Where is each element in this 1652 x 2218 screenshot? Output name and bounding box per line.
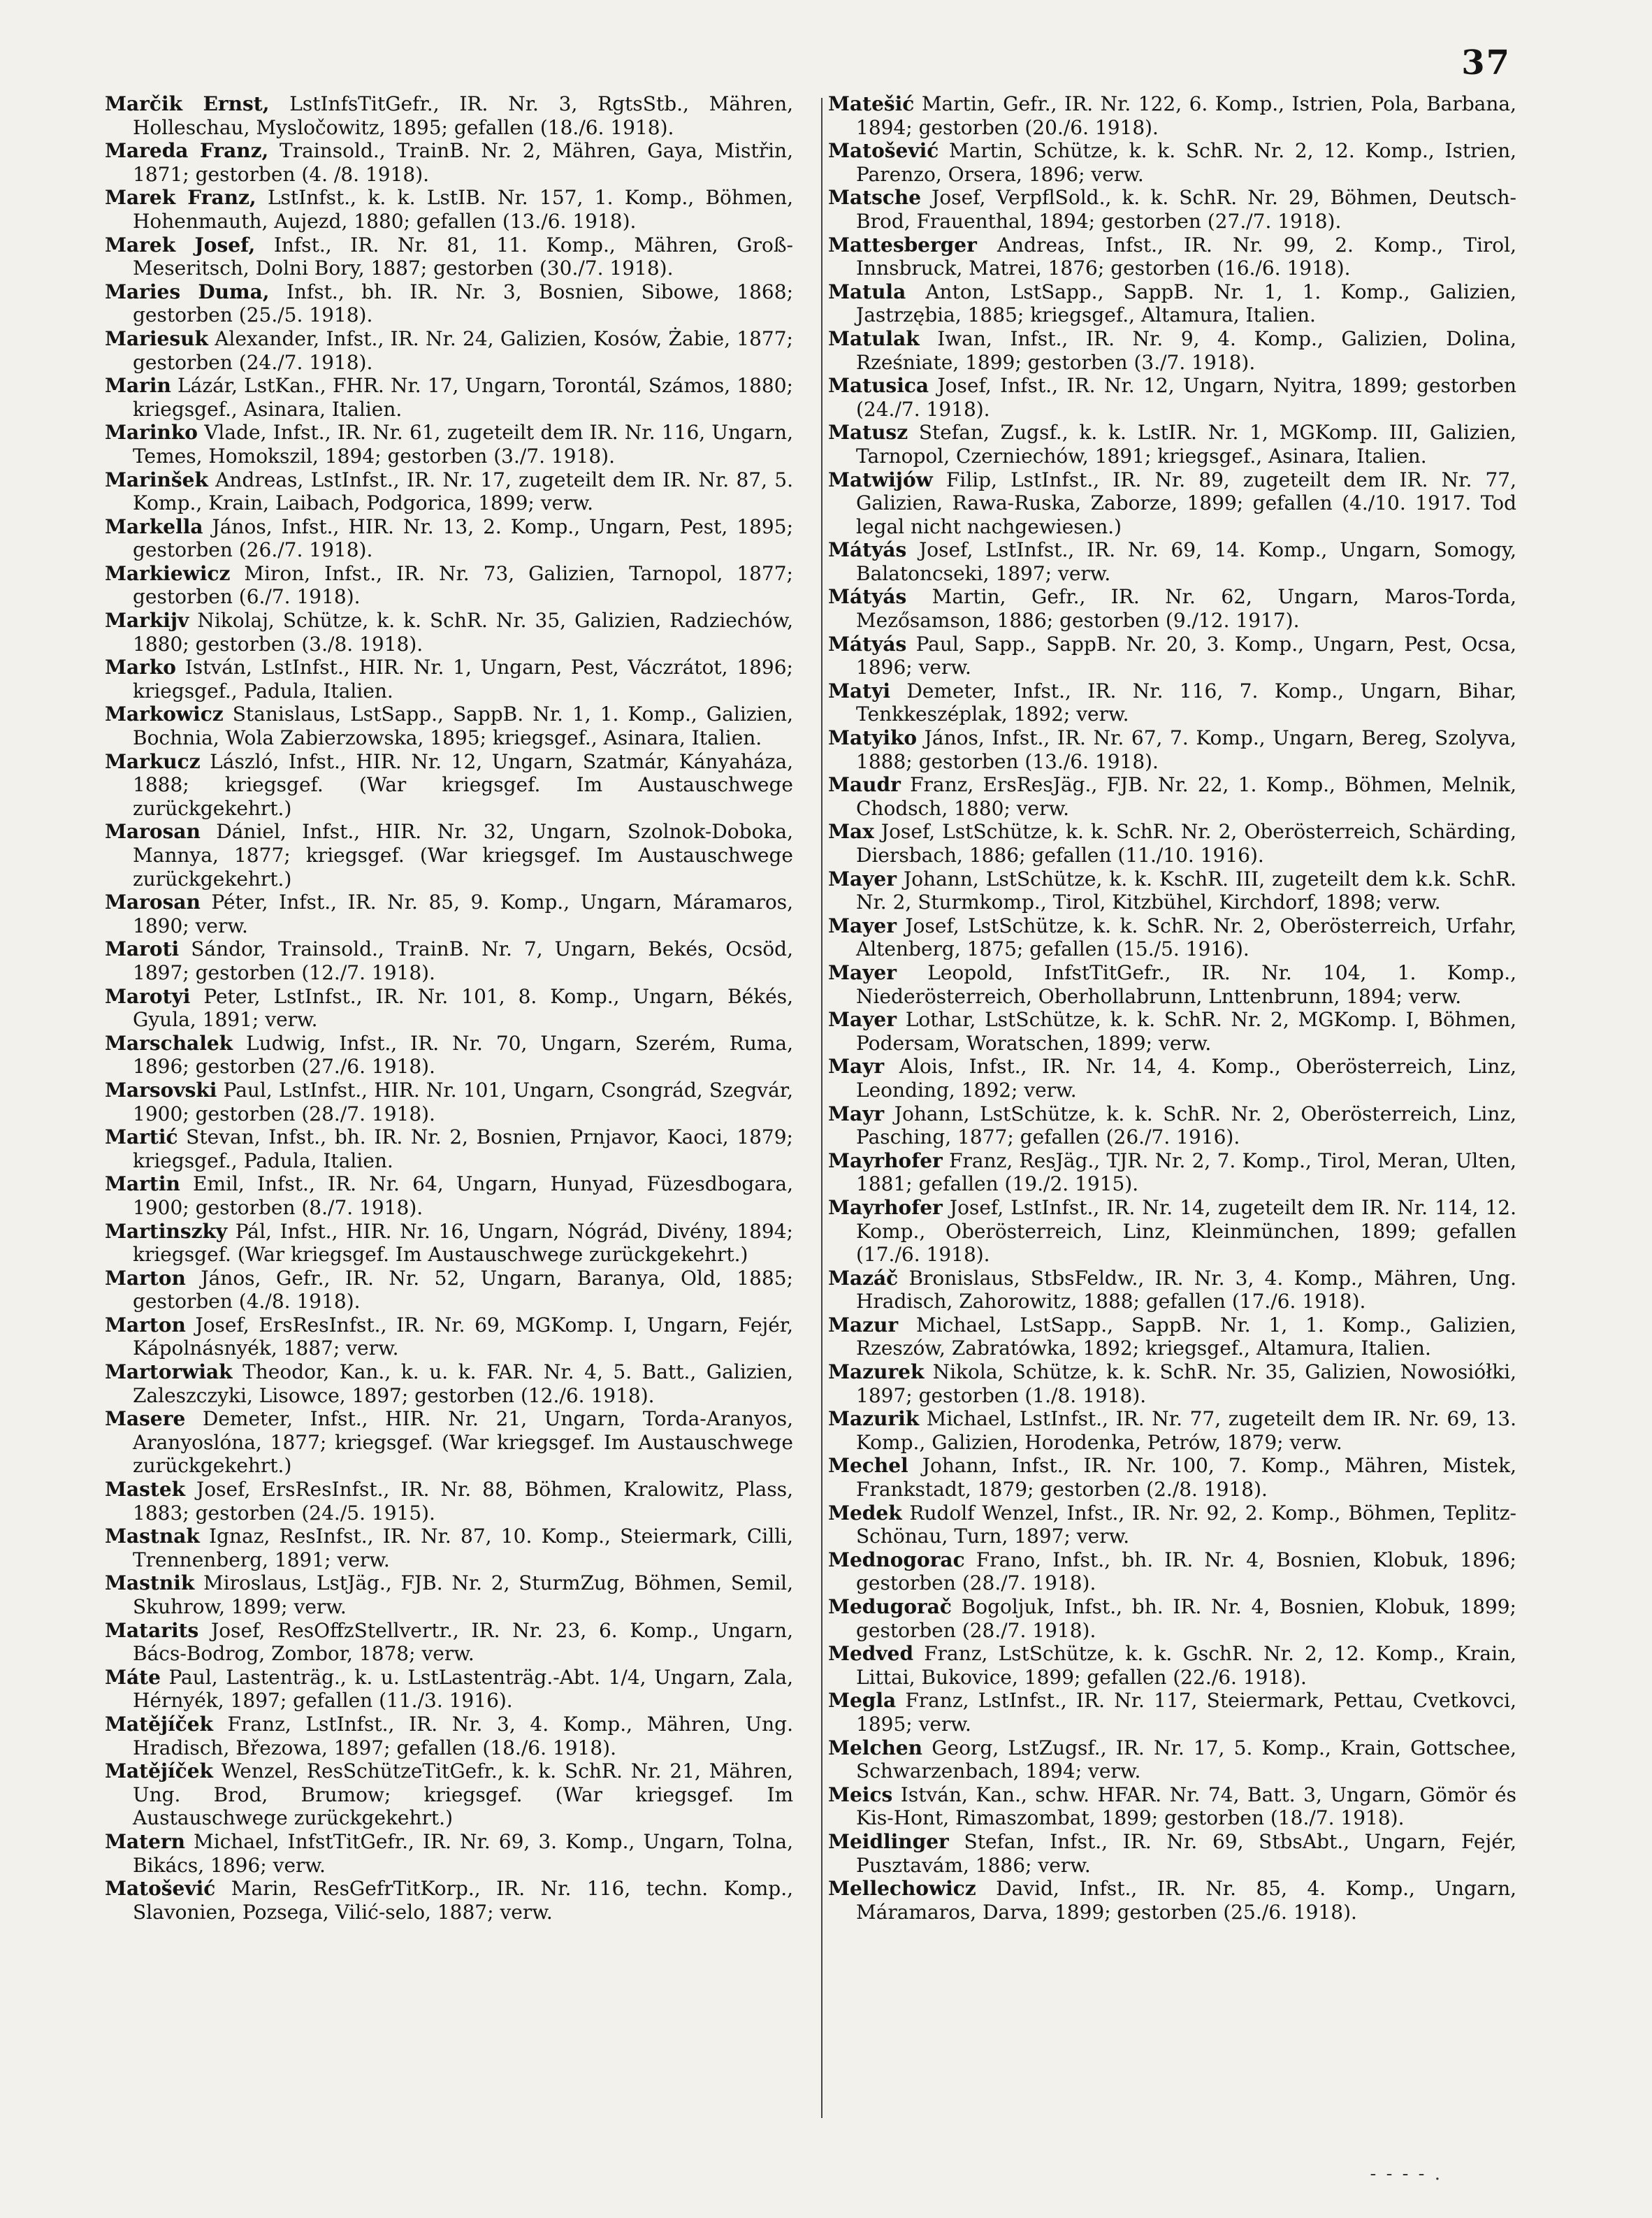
register-entry [828, 468, 1516, 539]
entry-details: Josef, ErsResInfst., IR. Nr. 88, Böhmen, Kralowitz, Plass, 1883; gestorben (24./5. 1915). [133, 1478, 793, 1525]
entry-surname: Marschalek [105, 1031, 233, 1055]
entry-surname: Marinšek [105, 468, 208, 491]
register-entry [828, 1407, 1516, 1454]
register-entry [105, 562, 793, 609]
register-entry [105, 1407, 793, 1478]
entry-surname: Medugorač [828, 1595, 952, 1618]
register-entry [828, 1830, 1516, 1877]
entry-surname: Mátyás [828, 585, 907, 609]
entry-details: László, Infst., HIR. Nr. 12, Ungarn, Szatmár, Kányaháza, 1888; kriegsgef. (War kriegsgef. Im Austauschwege zurückgekehrt.) [133, 749, 793, 820]
register-entry [828, 1267, 1516, 1313]
register-entry [105, 750, 793, 821]
register-entry [105, 1125, 793, 1172]
entry-details: Paul, LstInfst., HIR. Nr. 101, Ungarn, Csongrád, Szegvár, 1900; gestorben (28./7. 1918). [133, 1078, 793, 1125]
register-entry [828, 961, 1516, 1008]
entry-surname: Mayrhofer [828, 1148, 943, 1172]
register-entry [105, 1267, 793, 1313]
entry-details: Sándor, Trainsold., TrainB. Nr. 7, Ungarn, Bekés, Ocsöd, 1897; gestorben (12./7. 1918). [133, 937, 793, 984]
register-entry [828, 1196, 1516, 1267]
register-entry [828, 1689, 1516, 1736]
register-entry [105, 1619, 793, 1666]
entry-surname: Markowicz [105, 703, 224, 726]
entry-surname: Mayr [828, 1102, 885, 1125]
entry-surname: Marosan [105, 891, 201, 914]
register-entry [828, 538, 1516, 585]
register-entry [105, 1830, 793, 1877]
register-entry [828, 1454, 1516, 1501]
register-entry [828, 1548, 1516, 1595]
entry-surname: Marin [105, 374, 171, 398]
register-entry [105, 233, 793, 280]
entry-surname: Mastnak [105, 1525, 200, 1548]
entry-surname: Mariesuk [105, 326, 208, 350]
entry-details: Lázár, LstKan., FHR. Nr. 17, Ungarn, Torontál, Számos, 1880; kriegsgef., Asinara, Italien. [133, 374, 793, 421]
register-entry [828, 374, 1516, 421]
register-entry [828, 1149, 1516, 1196]
entry-surname: Marko [105, 656, 176, 679]
entry-details: Franz, LstInfst., IR. Nr. 3, 4. Komp., Mähren, Ung. Hradisch, Březowa, 1897; gefallen (18./6. 1918). [133, 1712, 793, 1759]
entry-surname: Mastek [105, 1478, 186, 1502]
entry-surname: Mátyás [828, 538, 907, 562]
register-entry [105, 186, 793, 233]
entry-details: Johann, LstSchütze, k. k. KschR. III, zugeteilt dem k.k. SchR. Nr. 2, Sturmkomp., Tirol, Kitzbühel, Kirchdorf, 1898; verw. [856, 867, 1516, 914]
register-entry [828, 327, 1516, 374]
register-entry [105, 1713, 793, 1759]
register-entry [828, 1055, 1516, 1102]
entry-details: Rudolf Wenzel, Infst., IR. Nr. 92, 2. Komp., Böhmen, Teplitz-Schönau, Turn, 1897; verw. [856, 1501, 1516, 1548]
register-entry [105, 280, 793, 327]
entry-surname: Medved [828, 1642, 914, 1666]
register-entry [828, 1877, 1516, 1924]
entry-surname: Matějíček [105, 1712, 213, 1736]
entry-surname: Matusica [828, 374, 929, 398]
register-entry [828, 773, 1516, 820]
entry-surname: Matusz [828, 421, 908, 445]
footer-mark: - - - - . [1370, 2163, 1442, 2184]
entry-details: Péter, Infst., IR. Nr. 85, 9. Komp., Ungarn, Máramaros, 1890; verw. [133, 891, 793, 937]
register-entry [105, 1478, 793, 1525]
left-column [105, 92, 793, 1924]
register-entry [828, 867, 1516, 914]
entry-details: Josef, LstInfst., IR. Nr. 69, 14. Komp., Ungarn, Somogy, Balatoncseki, 1897; verw. [856, 538, 1516, 585]
register-entry [105, 139, 793, 186]
entry-surname: Mazur [828, 1313, 899, 1337]
entry-surname: Marinko [105, 421, 198, 445]
register-entry [105, 891, 793, 937]
entry-details: Andreas, Infst., IR. Nr. 99, 2. Komp., Tirol, Innsbruck, Matrei, 1876; gestorben (16./6. 1918). [856, 233, 1516, 280]
entry-details: István, LstInfst., HIR. Nr. 1, Ungarn, Pest, Váczrátot, 1896; kriegsgef., Padula, Italien. [133, 656, 793, 703]
entry-surname: Mayrhofer [828, 1195, 943, 1219]
entry-surname: Max [828, 820, 874, 844]
entry-surname: Markucz [105, 749, 201, 773]
register-entry [105, 820, 793, 891]
entry-details: Stevan, Infst., bh. IR. Nr. 2, Bosnien, Prnjavor, Kaoci, 1879; kriegsgef., Padula, Italien. [133, 1125, 793, 1172]
register-entry [105, 1877, 793, 1924]
entry-details: János, Infst., IR. Nr. 67, 7. Komp., Ungarn, Bereg, Szolyva, 1888; gestorben (13./6. 1918). [856, 726, 1516, 773]
entry-details: Infst., IR. Nr. 81, 11. Komp., Mähren, Groß-Meseritsch, Dolni Bory, 1887; gestorben (30./7. 1918). [133, 233, 794, 280]
entry-details: Dániel, Infst., HIR. Nr. 32, Ungarn, Szolnok-Doboka, Mannya, 1877; kriegsgef. (War kriegsgef. Im Austauschwege zurückgekehrt.) [133, 820, 793, 891]
register-entry [828, 92, 1516, 139]
entry-details: Miron, Infst., IR. Nr. 73, Galizien, Tarnopol, 1877; gestorben (6./7. 1918). [133, 561, 793, 609]
entry-details: Ludwig, Infst., IR. Nr. 70, Ungarn, Szerém, Ruma, 1896; gestorben (27./6. 1918). [133, 1031, 793, 1079]
register-entry [105, 609, 793, 656]
entry-details: Theodor, Kan., k. u. k. FAR. Nr. 4, 5. Batt., Galizien, Zaleszczyki, Lisowce, 1897; gestorben (12./6. 1918). [133, 1360, 793, 1407]
entry-surname: Marčik Ernst, [105, 92, 270, 115]
entry-details: Bogoljuk, Infst., bh. IR. Nr. 4, Bosnien, Klobuk, 1899; gestorben (28./7. 1918). [856, 1595, 1516, 1642]
entry-surname: Mareda Franz, [105, 139, 269, 163]
entry-surname: Martić [105, 1125, 178, 1149]
entry-surname: Matern [105, 1829, 185, 1853]
entry-details: Michael, LstInfst., IR. Nr. 77, zugeteilt dem IR. Nr. 69, 13. Komp., Galizien, Horodenka, Petrów, 1879; verw. [856, 1407, 1516, 1454]
entry-surname: Mastnik [105, 1571, 195, 1595]
entry-details: János, Gefr., IR. Nr. 52, Ungarn, Baranya, Old, 1885; gestorben (4./8. 1918). [133, 1266, 793, 1313]
register-entry [828, 139, 1516, 186]
entry-surname: Matešić [828, 92, 915, 115]
entry-surname: Mayer [828, 867, 897, 891]
entry-surname: Matsche [828, 186, 922, 210]
entry-surname: Matula [828, 280, 906, 303]
register-entry [828, 1360, 1516, 1407]
entry-details: Martin, Schütze, k. k. SchR. Nr. 2, 12. Komp., Istrien, Parenzo, Orsera, 1896; verw. [856, 139, 1516, 186]
entry-surname: Meics [828, 1783, 893, 1806]
entry-surname: Maudr [828, 773, 901, 797]
entry-details: Josef, ResOffzStellvertr., IR. Nr. 23, 6. Komp., Ungarn, Bács-Bodrog, Zombor, 1878; verw. [133, 1618, 793, 1666]
entry-surname: Mednogorac [828, 1548, 965, 1571]
register-entry [828, 421, 1516, 468]
entry-surname: Matwijów [828, 468, 933, 491]
entry-surname: Marek Josef, [105, 233, 256, 257]
right-column [828, 92, 1516, 1924]
entry-surname: Marsovski [105, 1078, 217, 1102]
entry-details: Josef, ErsResInfst., IR. Nr. 69, MGKomp. I, Ungarn, Fejér, Kápolnásnyék, 1887; verw. [133, 1313, 793, 1360]
entry-details: LstInfsTitGefr., IR. Nr. 3, RgtsStb., Mähren, Holleschau, Mysločowitz, 1895; gefallen (18./6. 1918). [133, 92, 793, 139]
register-entry [105, 1172, 793, 1219]
entry-details: Pál, Infst., HIR. Nr. 16, Ungarn, Nógrád, Divény, 1894; kriegsgef. (War kriegsgef. Im Austauschwege zurückgekehrt.) [133, 1219, 793, 1267]
register-entry [828, 726, 1516, 773]
register-entry [828, 233, 1516, 280]
entry-details: David, Infst., IR. Nr. 85, 4. Komp., Ungarn, Máramaros, Darva, 1899; gestorben (25./6. 1918). [856, 1877, 1516, 1924]
entry-surname: Mattesberger [828, 233, 977, 257]
entry-details: Martin, Gefr., IR. Nr. 122, 6. Komp., Istrien, Pola, Barbana, 1894; gestorben (20./6. 1918). [856, 92, 1516, 139]
entry-details: Michael, InfstTitGefr., IR. Nr. 69, 3. Komp., Ungarn, Tolna, Bikács, 1896; verw. [133, 1829, 793, 1877]
entry-details: LstInfst., k. k. LstIB. Nr. 157, 1. Komp., Böhmen, Hohenmauth, Aujezd, 1880; gefallen (13./6. 1918). [133, 186, 794, 233]
entry-surname: Mátyás [828, 632, 907, 656]
entry-surname: Matějíček [105, 1759, 213, 1783]
register-entry [828, 1502, 1516, 1548]
register-entry [828, 280, 1516, 327]
entry-details: Michael, LstSapp., SappB. Nr. 1, 1. Komp., Galizien, Rzeszów, Zabratówka, 1892; kriegsgef., Altamura, Italien. [856, 1313, 1516, 1360]
entry-details: Bronislaus, StbsFeldw., IR. Nr. 3, 4. Komp., Mähren, Ung. Hradisch, Zahorowitz, 1888; gefallen (17./6. 1918). [856, 1266, 1516, 1313]
entry-surname: Markiewicz [105, 561, 231, 585]
entry-surname: Mechel [828, 1454, 908, 1478]
entry-details: Andreas, LstInfst., IR. Nr. 17, zugeteilt dem IR. Nr. 87, 5. Komp., Krain, Laibach, Podgorica, 1899; verw. [133, 468, 793, 515]
entry-surname: Masere [105, 1407, 186, 1431]
entry-surname: Markijv [105, 609, 189, 633]
entry-details: Josef, VerpflSold., k. k. SchR. Nr. 29, Böhmen, Deutsch-Brod, Frauenthal, 1894; gestorben (27./7. 1918). [856, 186, 1516, 233]
entry-surname: Matyiko [828, 726, 918, 750]
entry-details: János, Infst., HIR. Nr. 13, 2. Komp., Ungarn, Pest, 1895; gestorben (26./7. 1918). [133, 514, 793, 562]
entry-details: Filip, LstInfst., IR. Nr. 89, zugeteilt dem IR. Nr. 77, Galizien, Rawa-Ruska, Zaborze, 1899; gefallen (4./10. 1917. Tod legal nicht nachgewiesen.) [856, 468, 1516, 538]
entry-details: Nikolaj, Schütze, k. k. SchR. Nr. 35, Galizien, Radziechów, 1880; gestorben (3./8. 1918). [133, 609, 793, 656]
entry-surname: Maroti [105, 937, 180, 961]
entry-details: Franz, ResJäg., TJR. Nr. 2, 7. Komp., Tirol, Meran, Ulten, 1881; gefallen (19./2. 1915). [856, 1148, 1516, 1196]
text-columns [105, 92, 1516, 1924]
register-entry [105, 1571, 793, 1618]
register-entry [105, 1220, 793, 1267]
register-entry [105, 703, 793, 749]
entry-surname: Martorwiak [105, 1360, 233, 1384]
entry-details: Trainsold., TrainB. Nr. 2, Mähren, Gaya, Mistřin, 1871; gestorben (4. /8. 1918). [133, 139, 793, 186]
entry-details: Demeter, Infst., IR. Nr. 116, 7. Komp., Ungarn, Bihar, Tenkkeszéplak, 1892; verw. [856, 679, 1516, 726]
entry-details: Peter, LstInfst., IR. Nr. 101, 8. Komp., Ungarn, Békés, Gyula, 1891; verw. [133, 984, 793, 1032]
entry-details: Johann, LstSchütze, k. k. SchR. Nr. 2, Oberösterreich, Linz, Pasching, 1877; gefallen (26./7. 1916). [856, 1102, 1516, 1149]
register-entry [828, 1008, 1516, 1055]
register-entry [828, 1313, 1516, 1360]
entry-surname: Mellechowicz [828, 1877, 976, 1901]
entry-details: Josef, LstInfst., IR. Nr. 14, zugeteilt dem IR. Nr. 114, 12. Komp., Oberösterreich, Linz, Kleinmünchen, 1899; gefallen (17./6. 1918). [856, 1195, 1516, 1267]
register-entry [828, 679, 1516, 726]
entry-surname: Marton [105, 1266, 186, 1290]
register-entry [828, 1736, 1516, 1783]
entry-surname: Marek Franz, [105, 186, 256, 210]
entry-details: Lothar, LstSchütze, k. k. SchR. Nr. 2, MGKomp. I, Böhmen, Podersam, Woratschen, 1899; verw. [856, 1008, 1516, 1055]
entry-details: Josef, Infst., IR. Nr. 12, Ungarn, Nyitra, 1899; gestorben (24./7. 1918). [856, 374, 1516, 421]
entry-details: Georg, LstZugsf., IR. Nr. 17, 5. Komp., Krain, Gottschee, Schwarzenbach, 1894; verw. [856, 1736, 1516, 1783]
register-entry [828, 585, 1516, 632]
entry-surname: Matošević [828, 139, 939, 163]
register-entry [105, 1032, 793, 1079]
entry-surname: Marosan [105, 820, 201, 844]
register-entry [105, 1079, 793, 1125]
register-entry [105, 92, 793, 139]
entry-details: Marin, ResGefrTitKorp., IR. Nr. 116, techn. Komp., Slavonien, Pozsega, Vilić-selo, 1887; verw. [133, 1877, 793, 1924]
entry-details: Stanislaus, LstSapp., SappB. Nr. 1, 1. Komp., Galizien, Bochnia, Wola Zabierzowska, 1895; kriegsgef., Asinara, Italien. [133, 703, 793, 750]
entry-details: Wenzel, ResSchützeTitGefr., k. k. SchR. Nr. 21, Mähren, Ung. Brod, Brumow; kriegsgef. (War kriegsgef. Im Austauschwege zurückgekehrt.) [133, 1759, 793, 1830]
register-entry [105, 374, 793, 421]
register-entry [105, 327, 793, 374]
entry-surname: Matarits [105, 1618, 199, 1642]
register-entry [105, 937, 793, 984]
entry-details: Franz, LstInfst., IR. Nr. 117, Steiermark, Pettau, Cvetkovci, 1895; verw. [856, 1689, 1516, 1736]
entry-details: Stefan, Zugsf., k. k. LstIR. Nr. 1, MGKomp. III, Galizien, Tarnopol, Czerniechów, 1891; kriegsgef., Asinara, Italien. [856, 421, 1516, 468]
entry-details: Infst., bh. IR. Nr. 3, Bosnien, Sibowe, 1868; gestorben (25./5. 1918). [133, 280, 793, 327]
entry-details: Leopold, InfstTitGefr., IR. Nr. 104, 1. Komp., Niederösterreich, Oberhollabrunn, Lnttenbrunn, 1894; verw. [856, 960, 1516, 1008]
entry-surname: Marotyi [105, 984, 191, 1008]
entry-surname: Mayer [828, 960, 897, 984]
entry-surname: Marton [105, 1313, 186, 1337]
register-entry [828, 914, 1516, 961]
register-entry [828, 820, 1516, 867]
entry-details: Josef, LstSchütze, k. k. SchR. Nr. 2, Oberösterreich, Urfahr, Altenberg, 1875; gefallen (15./5. 1916). [856, 914, 1516, 961]
entry-surname: Maries Duma, [105, 280, 270, 303]
entry-surname: Mazurik [828, 1407, 920, 1431]
entry-details: Alois, Infst., IR. Nr. 14, 4. Komp., Oberösterreich, Linz, Leonding, 1892; verw. [856, 1055, 1516, 1102]
register-entry [828, 1642, 1516, 1689]
entry-details: Iwan, Infst., IR. Nr. 9, 4. Komp., Galizien, Dolina, Rześniate, 1899; gestorben (3./7. 1918). [856, 326, 1516, 374]
entry-surname: Martinszky [105, 1219, 228, 1243]
entry-surname: Medek [828, 1501, 902, 1525]
register-entry [105, 656, 793, 703]
entry-details: Emil, Infst., IR. Nr. 64, Ungarn, Hunyad, Füzesdbogara, 1900; gestorben (8./7. 1918). [133, 1172, 793, 1219]
register-entry [105, 1313, 793, 1360]
register-entry [105, 468, 793, 515]
entry-surname: Matyi [828, 679, 890, 703]
entry-surname: Máte [105, 1665, 161, 1689]
register-entry [828, 1595, 1516, 1642]
register-entry [105, 421, 793, 468]
entry-surname: Mayr [828, 1055, 885, 1079]
register-entry [105, 1360, 793, 1407]
entry-surname: Mayer [828, 914, 897, 937]
entry-details: Vlade, Infst., IR. Nr. 61, zugeteilt dem IR. Nr. 116, Ungarn, Temes, Homokszil, 1894; gestorben (3./7. 1918). [133, 421, 793, 468]
entry-details: Frano, Infst., bh. IR. Nr. 4, Bosnien, Klobuk, 1896; gestorben (28./7. 1918). [856, 1548, 1516, 1595]
entry-details: Stefan, Infst., IR. Nr. 69, StbsAbt., Ungarn, Fejér, Pusztavám, 1886; verw. [856, 1829, 1516, 1877]
entry-surname: Mayer [828, 1008, 897, 1032]
entry-details: Nikola, Schütze, k. k. SchR. Nr. 35, Galizien, Nowosiółki, 1897; gestorben (1./8. 1918). [856, 1360, 1516, 1407]
entry-details: Franz, ErsResJäg., FJB. Nr. 22, 1. Komp., Böhmen, Melnik, Chodsch, 1880; verw. [856, 773, 1516, 820]
entry-surname: Meidlinger [828, 1829, 949, 1853]
register-entry [105, 985, 793, 1032]
entry-details: Josef, LstSchütze, k. k. SchR. Nr. 2, Oberösterreich, Schärding, Diersbach, 1886; gefallen (11./10. 1916). [856, 820, 1516, 867]
entry-details: Franz, LstSchütze, k. k. GschR. Nr. 2, 12. Komp., Krain, Littai, Bukovice, 1899; gefallen (22./6. 1918). [856, 1642, 1516, 1689]
entry-details: Martin, Gefr., IR. Nr. 62, Ungarn, Maros-Torda, Mezősamson, 1886; gestorben (9./12. 1917). [856, 585, 1516, 633]
entry-details: Miroslaus, LstJäg., FJB. Nr. 2, SturmZug, Böhmen, Semil, Skuhrow, 1899; verw. [133, 1571, 793, 1618]
entry-details: Ignaz, ResInfst., IR. Nr. 87, 10. Komp., Steiermark, Cilli, Trennenberg, 1891; verw. [133, 1525, 793, 1571]
entry-details: Johann, Infst., IR. Nr. 100, 7. Komp., Mähren, Mistek, Frankstadt, 1879; gestorben (2./8. 1918). [856, 1454, 1516, 1502]
entry-details: Demeter, Infst., HIR. Nr. 21, Ungarn, Torda-Aranyos, Aranyoslóna, 1877; kriegsgef. (War kriegsgef. Im Austauschwege zurückgekehrt.) [133, 1407, 793, 1478]
entry-details: Alexander, Infst., IR. Nr. 24, Galizien, Kosów, Żabie, 1877; gestorben (24./7. 1918). [133, 326, 793, 374]
register-entry [828, 633, 1516, 679]
entry-details: Paul, Lastenträg., k. u. LstLastenträg.-Abt. 1/4, Ungarn, Zala, Hérnyék, 1897; gefallen (11./3. 1916). [133, 1665, 793, 1713]
entry-surname: Mazurek [828, 1360, 925, 1384]
entry-surname: Melchen [828, 1736, 923, 1759]
entry-surname: Matošević [105, 1877, 216, 1901]
register-entry [105, 515, 793, 562]
entry-surname: Martin [105, 1172, 180, 1196]
register-entry [105, 1666, 793, 1713]
register-entry [828, 1783, 1516, 1830]
entry-surname: Megla [828, 1689, 897, 1713]
register-entry [105, 1525, 793, 1571]
page-number: 37 [1461, 43, 1511, 82]
register-entry [105, 1759, 793, 1830]
entry-details: Paul, Sapp., SappB. Nr. 20, 3. Komp., Ungarn, Pest, Ocsa, 1896; verw. [856, 632, 1516, 679]
entry-details: Anton, LstSapp., SappB. Nr. 1, 1. Komp., Galizien, Jastrzębia, 1885; kriegsgef., Altamura, Italien. [856, 280, 1516, 327]
register-entry [828, 1102, 1516, 1149]
entry-surname: Markella [105, 514, 203, 538]
entry-details: István, Kan., schw. HFAR. Nr. 74, Batt. 3, Ungarn, Gömör és Kis-Hont, Rimaszombat, 1899; gestorben (18./7. 1918). [856, 1783, 1516, 1830]
entry-surname: Mazáč [828, 1266, 899, 1290]
register-entry [828, 186, 1516, 233]
entry-surname: Matulak [828, 326, 920, 350]
